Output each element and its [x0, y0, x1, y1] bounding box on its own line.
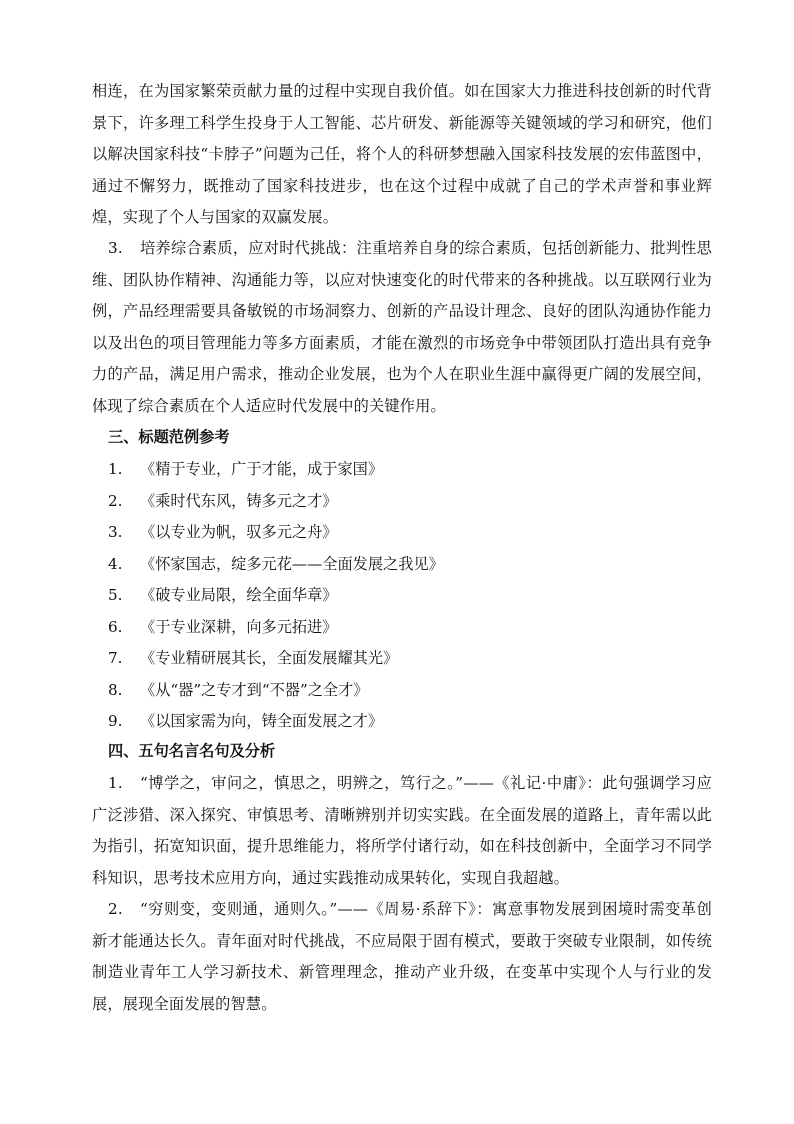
- list-item: 2. 《乘时代东风，铸多元之才》: [108, 491, 338, 510]
- list-item: 7. 《专业精研展其长，全面发展耀其光》: [108, 649, 399, 667]
- quote-1-text: “博学之，审问之，慎思之，明辨之，笃行之。”——《礼记·中庸》：此句强调学习应广泛涉猎、深入探究、审慎思考、清晰辨别并切实实践。在全面发展的道路上，青年需以此为指引，拓宽知识面，提升思维能力，将所学付诸行动，如在科技创新中，全面学习不同学科知识，思考技术应用方向，通过实践推动成果转化，实现自我超越。: [92, 774, 712, 887]
- quote-1-number: 1.: [108, 774, 123, 792]
- list-item: 8. 《从“器”之专才到“不器”之全才》: [108, 680, 369, 699]
- quote-2-paragraph: [92, 894, 712, 1020]
- section-heading-4: 四、五句名言名句及分析: [108, 742, 276, 760]
- intro-paragraph: 相连，在为国家繁荣贡献力量的过程中实现自我价值。如在国家大力推进科技创新的时代背景下，许多理工科学生投身于人工智能、芯片研发、新能源等关键领域的学习和研究，他们以解决国家科技“卡脖子”问题为己任，将个人的科研梦想融入国家科技发展的宏伟蓝图中，通过不懈努力，既推动了国家科技进步，也在这个过程中成就了自己的学术声誉和事业辉煌，实现了个人与国家的双赢发展。: [92, 82, 712, 226]
- list-item: 4. 《怀家国志，绽多元花——全面发展之我见》: [108, 554, 444, 573]
- point-3-paragraph: [92, 233, 712, 422]
- point-3-text: 培养综合素质，应对时代挑战：注重培养自身的综合素质，包括创新能力、批判性思维、团队协作精神、沟通能力等，以应对快速变化的时代带来的各种挑战。以互联网行业为例，产品经理需要具备敏锐的市场洞察力、创新的产品设计理念、良好的团队沟通协作能力以及出色的项目管理能力等多方面素质，才能在激烈的市场竞争中带领团队打造出具有竞争力的产品，满足用户需求，推动企业发展，也为个人在职业生涯中赢得更广阔的发展空间，体现了综合素质在个人适应时代发展中的关键作用。: [92, 239, 712, 415]
- quote-2-number: 2.: [108, 900, 123, 918]
- list-item: 9. 《以国家需为向，铸全面发展之才》: [108, 712, 383, 730]
- list-item: 3. 《以专业为帆，驭多元之舟》: [108, 523, 338, 541]
- quote-1-paragraph: [92, 768, 712, 894]
- quote-2-text: “穷则变，变则通，通则久。”——《周易·系辞下》：寓意事物发展到困境时需变革创新才能通达长久。青年面对时代挑战，不应局限于固有模式，要敢于突破专业限制，如传统制造业青年工人学习新技术、新管理理念，推动产业升级，在变革中实现个人与行业的发展，展现全面发展的智慧。: [92, 900, 712, 1013]
- list-item: 1. 《精于专业，广于才能，成于家国》: [108, 460, 383, 478]
- list-item: 6. 《于专业深耕，向多元拓进》: [108, 617, 338, 636]
- section-heading-3: 三、标题范例参考: [108, 428, 230, 446]
- list-item: 5. 《破专业局限，绘全面华章》: [108, 586, 338, 604]
- point-3-number: 3.: [108, 239, 123, 257]
- title-example-list: [108, 454, 444, 738]
